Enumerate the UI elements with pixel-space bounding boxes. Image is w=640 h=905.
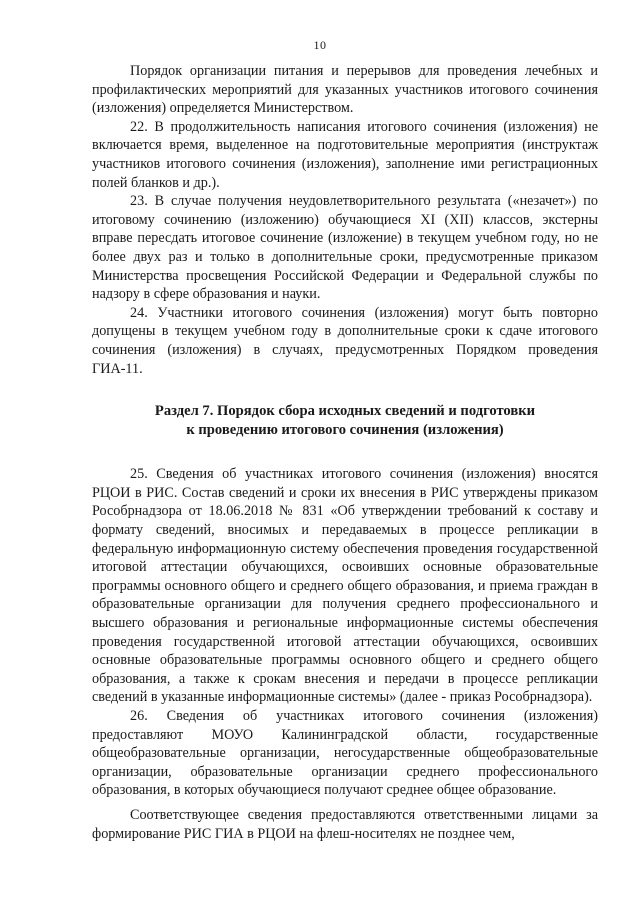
section-7-heading <box>92 402 598 439</box>
paragraph-meal-breaks: Порядок организации питания и перерывов для проведения лечебных и профилактических мероприятий для указанных участников итогового сочинения (изложения) определяется Министерством. <box>92 63 598 117</box>
paragraph-25: 25. Сведения об участниках итогового сочинения (изложения) вносятся РЦОИ в РИС. Состав сведений и сроки их внесения в РИС утверждены приказом Рособрнадзора от 18.06.2018 № 831 «Об утверждении требований к составу и формату сведений, вносимых и передаваемых в процессе репликации в федеральную информационную систему обеспечения проведения государственной итоговой аттестации обучающихся, освоивших основные образовательные программы основного общего и среднего общего образования, и приема граждан в образовательные организации для получения среднего профессионального и высшего образования и региональные информационные системы обеспечения проведения государственной итоговой аттестации обучающихся, освоивших основные образовательные программы основного общего и среднего общего образования, а также к срокам внесения и передачи в процессе репликации сведений в указанные информационные системы» (далее - приказ Рособрнадзора). <box>92 466 598 706</box>
document-body <box>92 62 598 843</box>
paragraph-26: 26. Сведения об участниках итогового сочинения (изложения) предоставляют МОУО Калининградской области, государственные общеобразовательные организации, негосударственные общеобразовательные организации, образовательные организации среднего профессионального образования, в которых обучающиеся получают среднее общее образование. <box>92 708 598 799</box>
paragraph-24: 24. Участники итогового сочинения (изложения) могут быть повторно допущены в текущем учебном году в дополнительные сроки к сдаче итогового сочинения (изложения) в случаях, предусмотренных Порядком проведения ГИА-11. <box>92 304 598 377</box>
paragraph-flash-media: Соответствующее сведения предоставляются ответственными лицами за формирование РИС ГИА в РЦОИ на флеш-носителях не позднее чем, <box>92 806 598 842</box>
page-number: 10 <box>313 38 327 52</box>
section-heading-line-1: Раздел 7. Порядок сбора исходных сведений и подготовки <box>154 403 536 420</box>
paragraph-22: 22. В продолжительность написания итогового сочинения (изложения) не включается время, выделенное на подготовительные мероприятия (инструктаж участников итогового сочинения (изложения), заполнение ими регистрационных полей бланков и др.). <box>92 118 598 191</box>
section-heading-line-2: к проведению итогового сочинения (изложения) <box>186 421 504 438</box>
paragraph-23: 23. В случае получения неудовлетворительного результата («незачет») по итоговому сочинению (изложению) обучающиеся XI (XII) классов, экстерны вправе пересдать итоговое сочинение (изложение) в текущем учебном году, но не более двух раз и только в дополнительные сроки, предусмотренные приказом Министерства просвещения Российской Федерации и Федеральной службы по надзору в сфере образования и науки. <box>92 193 598 303</box>
